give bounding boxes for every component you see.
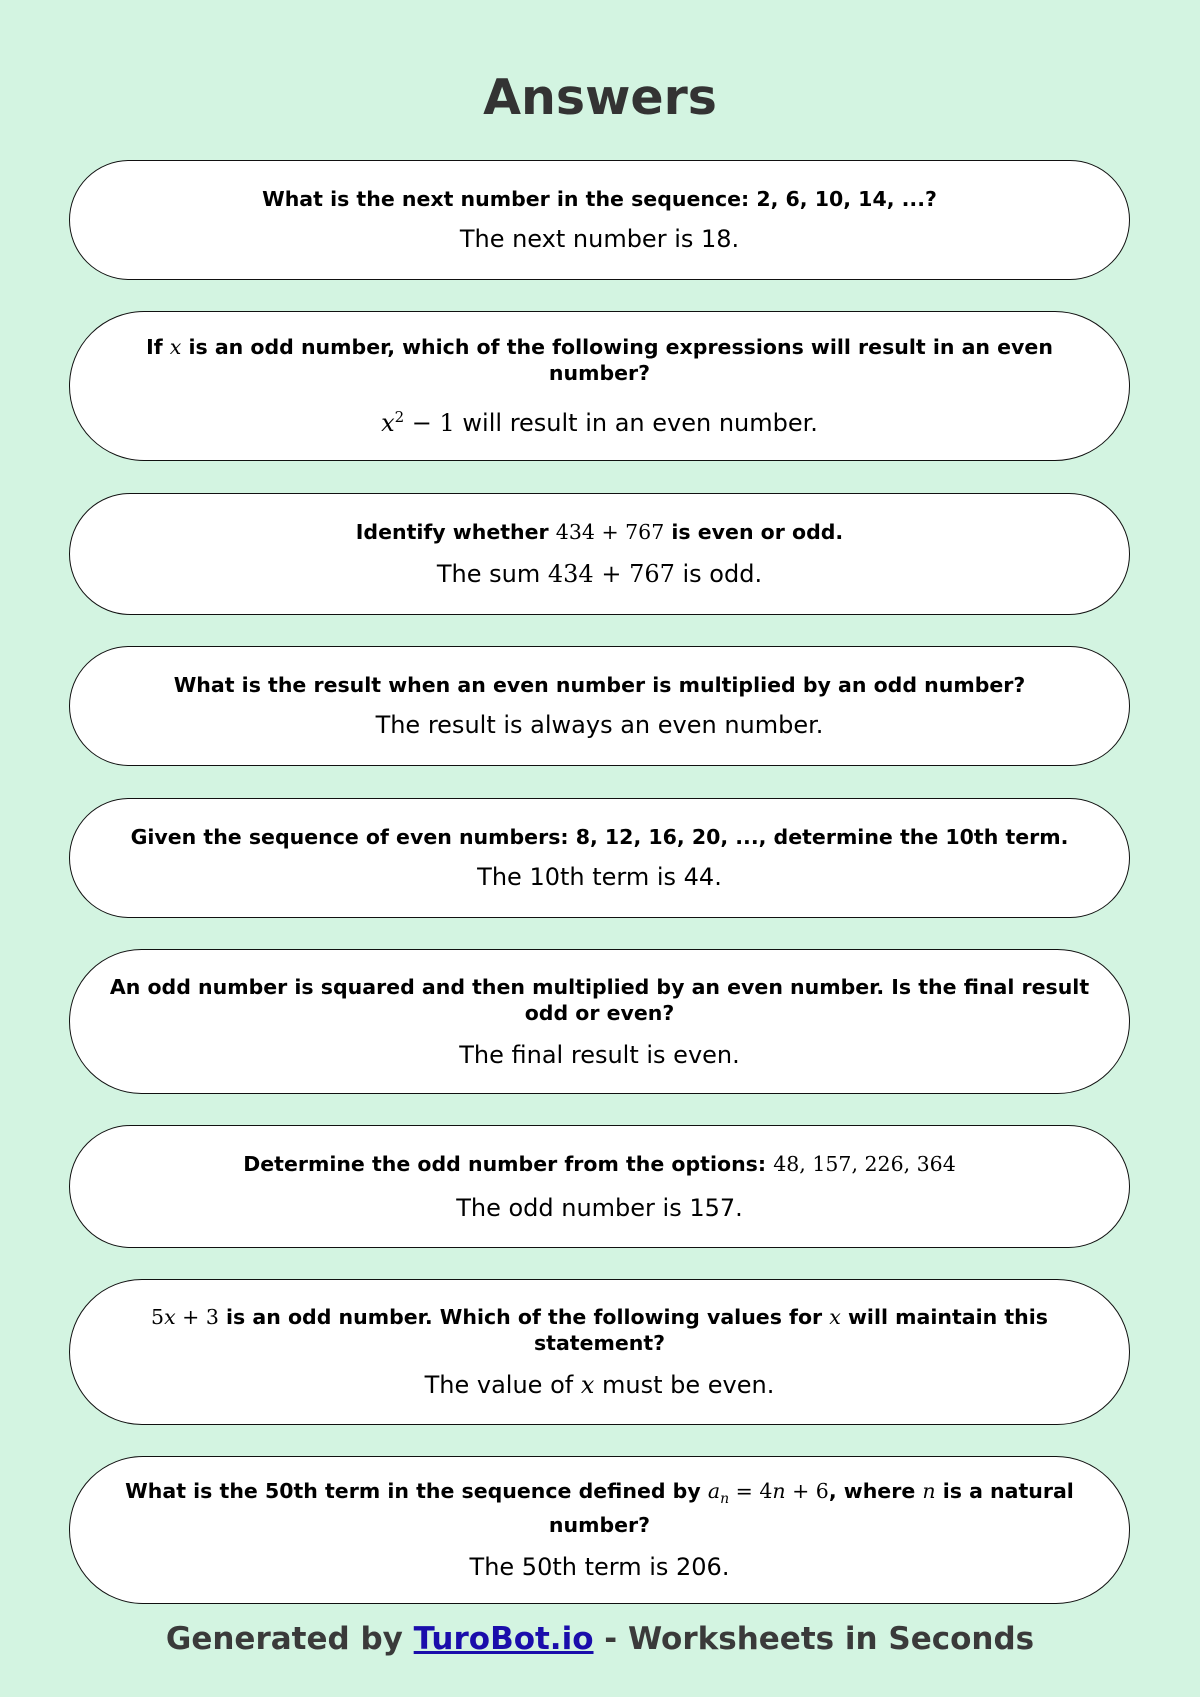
answer-text: The result is always an even number. <box>375 711 824 739</box>
answer-card-7 <box>69 1125 1130 1248</box>
footer <box>0 1617 1200 1661</box>
answer-text: The sum 434 + 767 is odd. <box>436 560 763 588</box>
footer-suffix: - Worksheets in Seconds <box>593 1621 1035 1657</box>
question-text: What is the result when an even number is multiplied by an odd number? <box>173 673 1026 697</box>
answer-card-5 <box>69 798 1130 918</box>
question-text: Given the sequence of even numbers: 8, 12, 16, 20, ..., determine the 10th term. <box>130 825 1069 849</box>
question-text: 5x + 3 is an odd number. Which of the following values for x will maintain this statement? <box>151 1305 1048 1355</box>
answer-text: The 10th term is 44. <box>477 863 722 891</box>
answer-card-9 <box>69 1456 1130 1604</box>
turobot-link[interactable]: TuroBot.io <box>413 1621 594 1657</box>
question-text: Determine the odd number from the options: 48, 157, 226, 364 <box>243 1151 956 1176</box>
answer-text: The odd number is 157. <box>456 1193 743 1222</box>
answer-card-1 <box>69 160 1130 280</box>
question-text: If x is an odd number, which of the following expressions will result in an even number? <box>146 335 1053 385</box>
question-text: Identify whether 434 + 767 is even or odd. <box>355 520 844 544</box>
answer-card-6 <box>69 949 1130 1094</box>
footer-prefix: Generated by <box>165 1621 414 1657</box>
question-text: An odd number is squared and then multiplied by an even number. Is the final result odd or even? <box>109 974 1090 1025</box>
answer-text: $x^2 - 1$ will result in an even number. <box>381 408 818 437</box>
answer-card-2 <box>69 311 1130 461</box>
question-text: What is the next number in the sequence: 2, 6, 10, 14, ...? <box>262 187 937 211</box>
question-text: What is the 50th term in the sequence defined by $a_n = 4n + 6$, where n is a natural number? <box>125 1478 1074 1538</box>
answer-text: The 50th term is 206. <box>469 1553 730 1582</box>
answer-text: The value of x must be even. <box>424 1371 775 1399</box>
answer-card-4 <box>69 646 1130 766</box>
answer-text: The next number is 18. <box>459 225 740 253</box>
answer-text: The final result is even. <box>459 1040 740 1069</box>
answer-card-8 <box>69 1279 1130 1425</box>
answer-card-3 <box>69 493 1130 615</box>
page-title: Answers <box>483 69 717 126</box>
